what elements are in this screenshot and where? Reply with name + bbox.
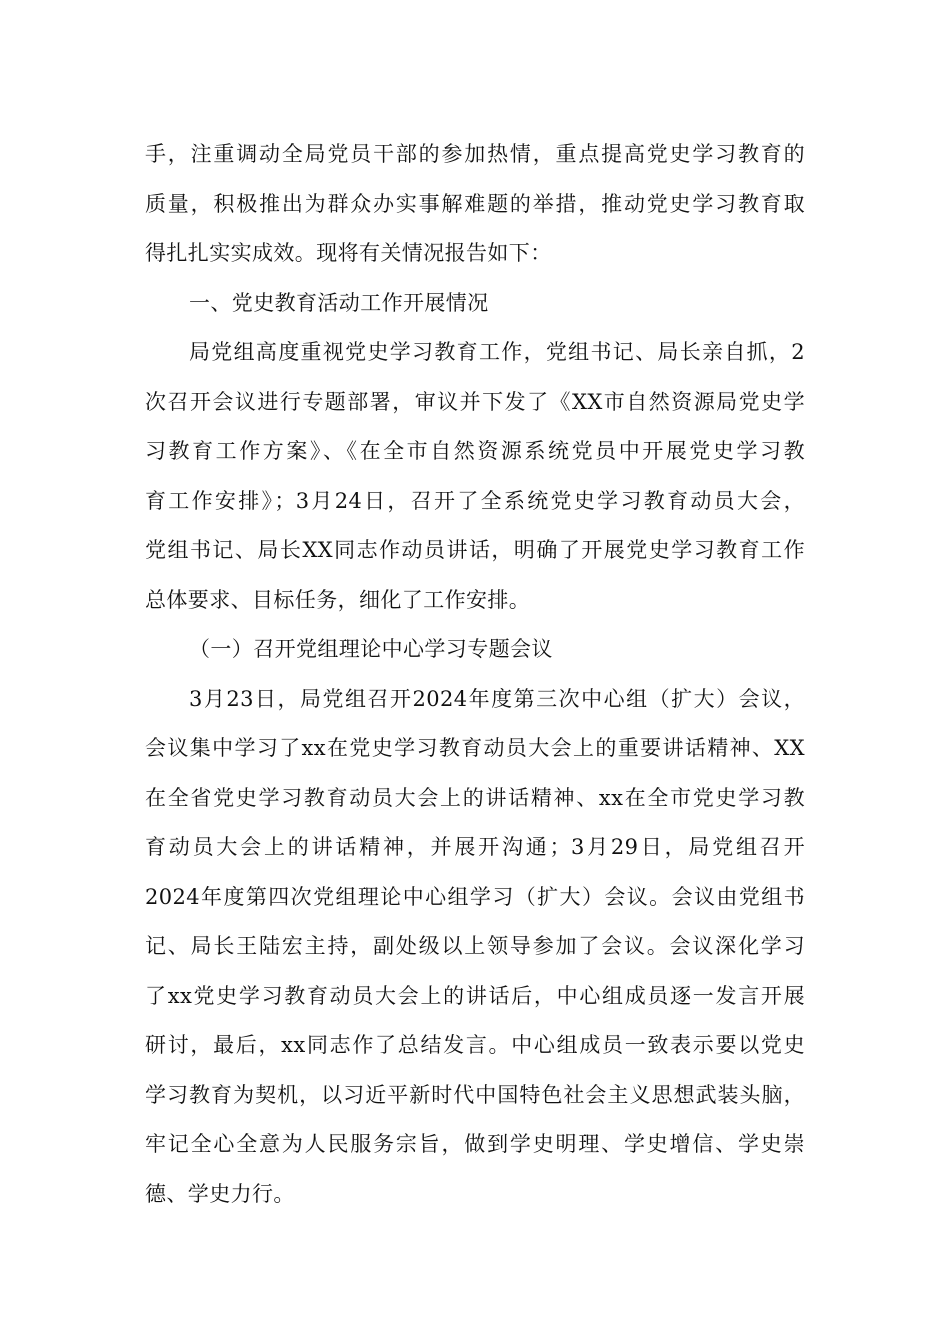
body-line: 次召开会议进行专题部署，审议并下发了《XX市自然资源局党史学 [145,389,805,414]
body-line: 手，注重调动全局党员干部的参加热情，重点提高党史学习教育的 [145,142,805,166]
subsection-heading: （一）召开党组理论中心学习专题会议 [189,637,553,661]
body-line: 会议集中学习了xx在党史学习教育动员大会上的重要讲话精神、XX [145,736,805,760]
body-line: 3月23日，局党组召开2024年度第三次中心组（扩大）会议， [189,686,805,711]
body-line: 育工作安排》；3月24日，召开了全系统党史学习教育动员大会， [145,488,805,513]
body-line: 党组书记、局长XX同志作动员讲话，明确了开展党史学习教育工作 [145,538,805,562]
section-heading: 一、党史教育活动工作开展情况 [189,290,489,315]
body-line: 学习教育为契机，以习近平新时代中国特色社会主义思想武装头脑， [145,1082,805,1107]
body-line: 牢记全心全意为人民服务宗旨，做到学史明理、学史增信、学史崇 [145,1132,805,1156]
body-line: 记、局长王陆宏主持，副处级以上领导参加了会议。会议深化学习 [145,934,805,958]
body-line: 质量，积极推出为群众办实事解难题的举措，推动党史学习教育取 [145,191,805,216]
body-line: 2024年度第四次党组理论中心组学习（扩大）会议。会议由党组书 [145,884,805,909]
body-line: 在全省党史学习教育动员大会上的讲话精神、xx在全市党史学习教 [145,785,805,810]
body-line: 局党组高度重视党史学习教育工作，党组书记、局长亲自抓，2 [189,340,805,364]
body-line: 研讨，最后，xx同志作了总结发言。中心组成员一致表示要以党史 [145,1033,805,1057]
body-line: 德、学史力行。 [145,1181,295,1206]
body-line: 总体要求、目标任务，细化了工作安排。 [145,587,531,612]
body-line: 育动员大会上的讲话精神，并展开沟通；3月29日，局党组召开 [145,835,805,859]
body-line: 得扎扎实实成效。现将有关情况报告如下： [145,241,552,265]
body-line: 了xx党史学习教育动员大会上的讲话后，中心组成员逐一发言开展 [145,983,805,1008]
body-line: 习教育工作方案》、《在全市自然资源系统党员中开展党史学习教 [145,439,805,463]
document-body [145,130,805,1219]
